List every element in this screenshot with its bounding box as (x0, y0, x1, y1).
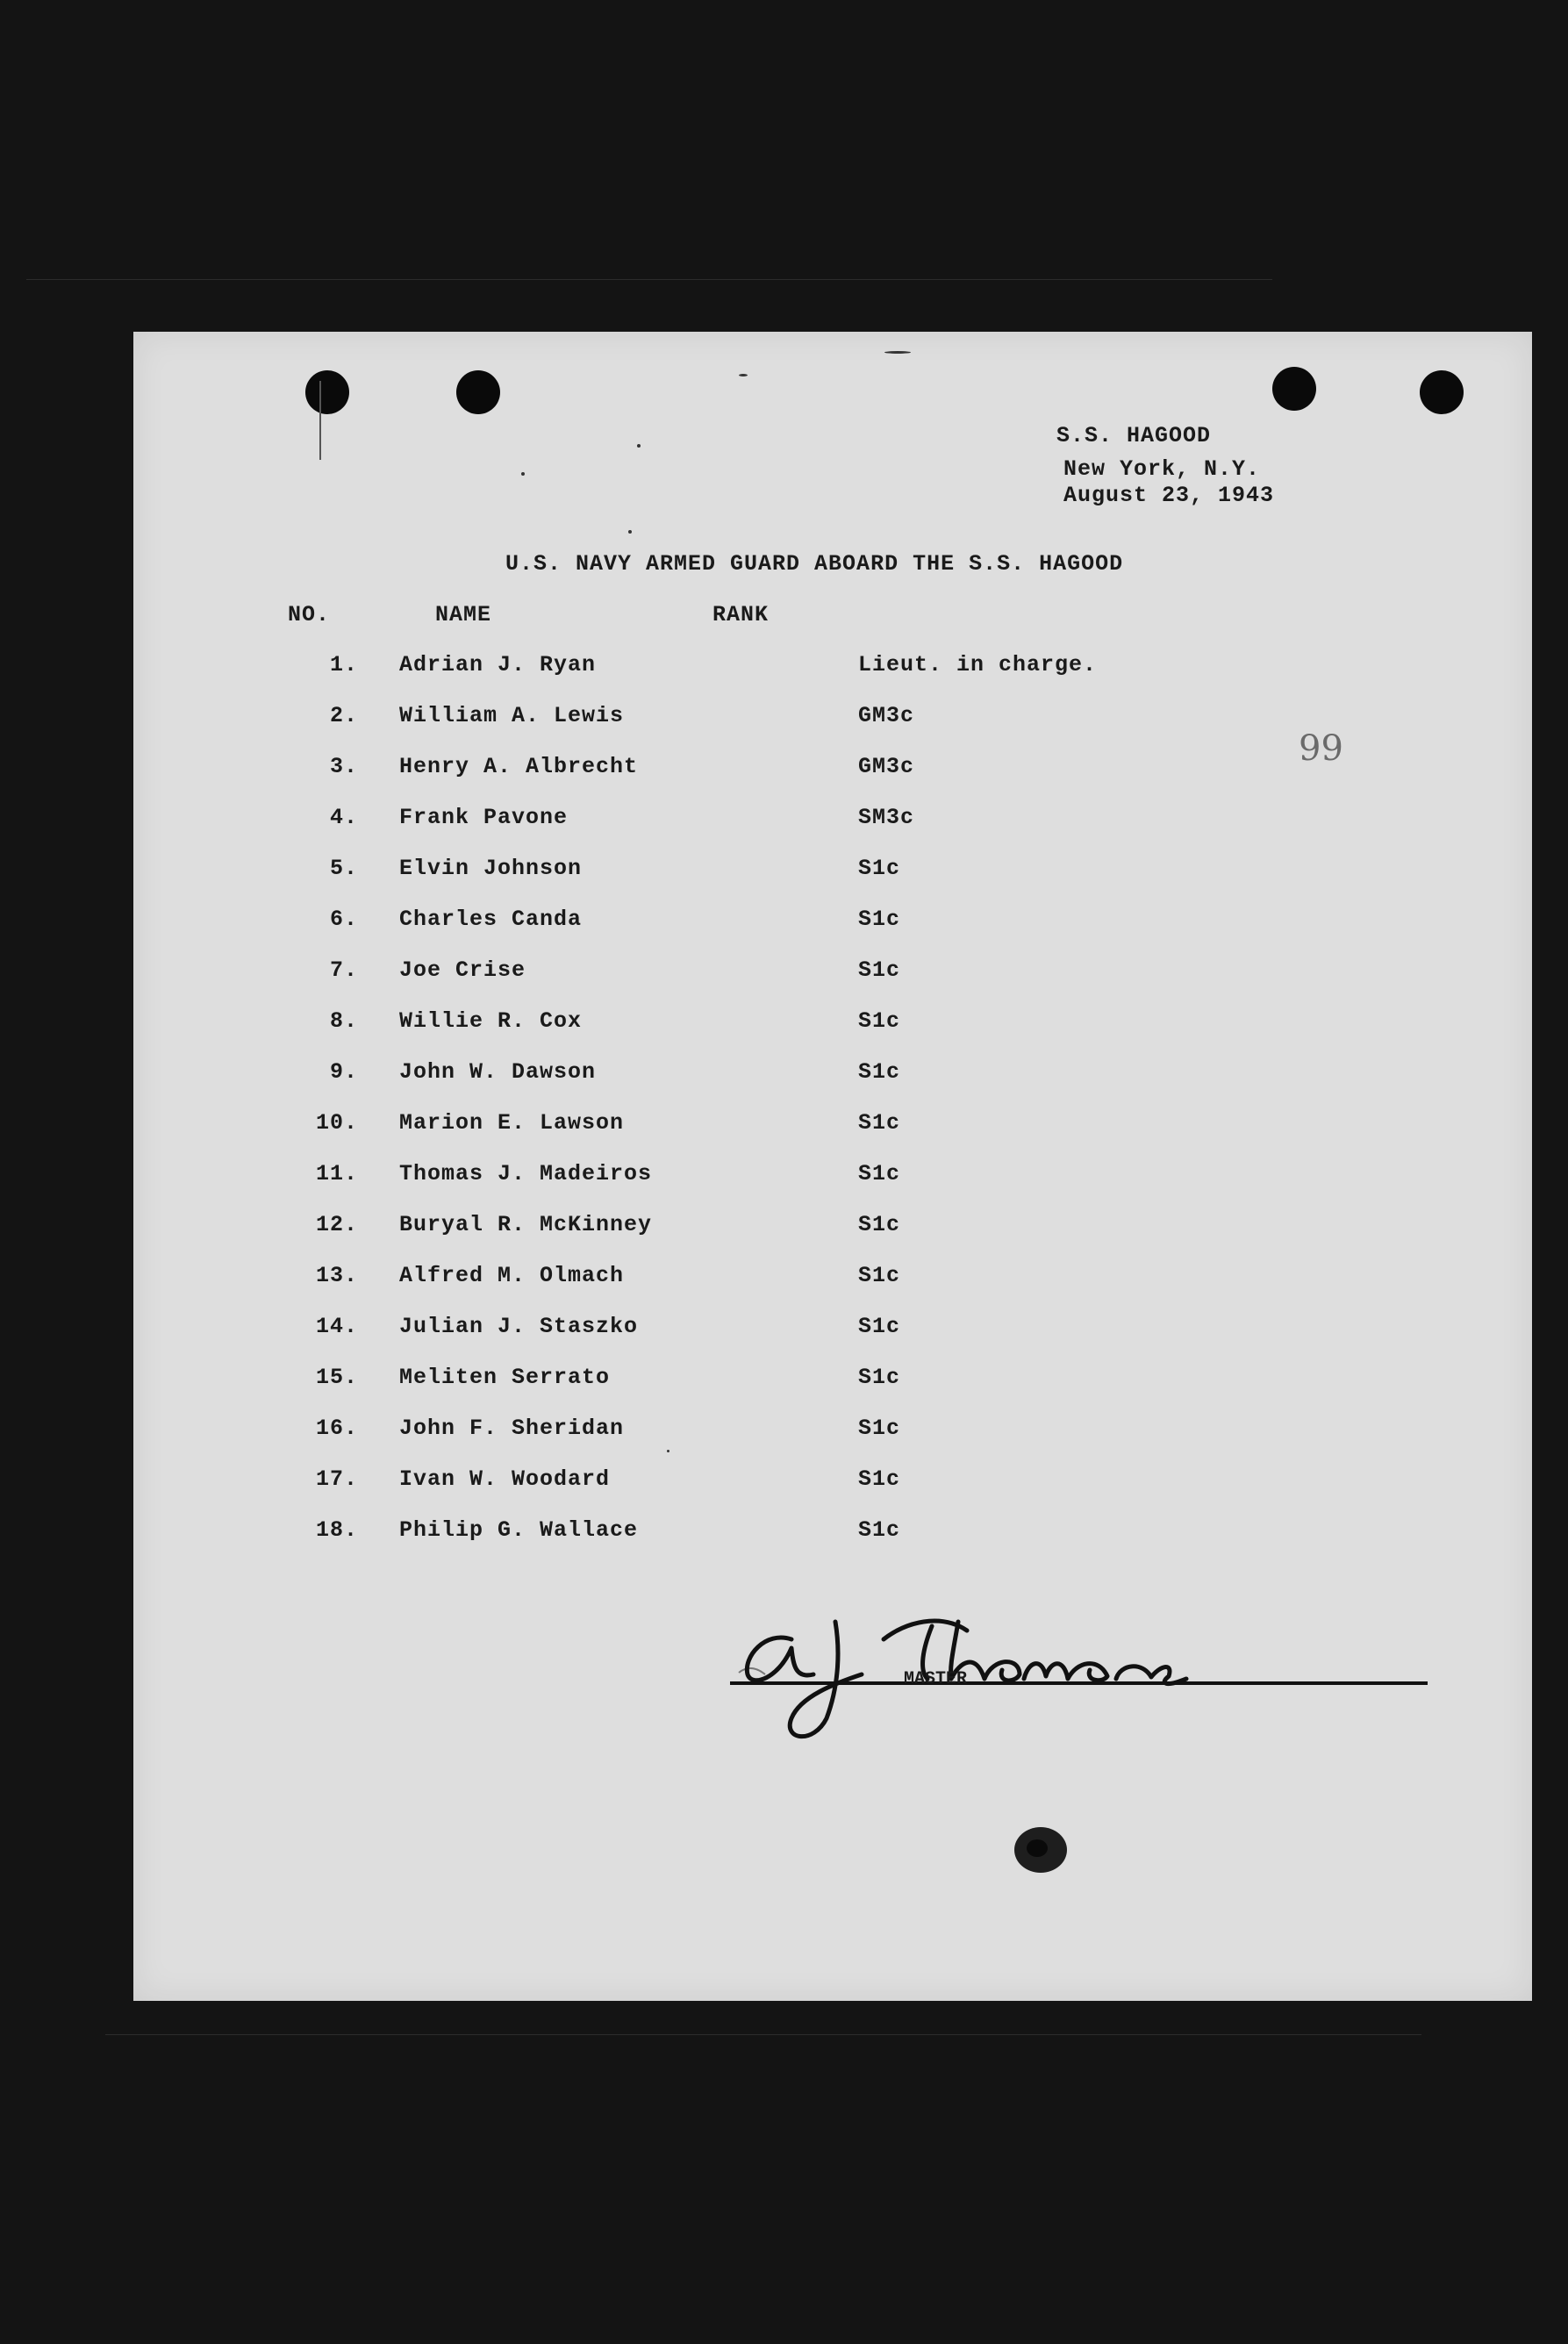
dust-speck (628, 530, 632, 534)
dust-speck (637, 444, 641, 448)
crew-name: John W. Dawson (399, 1059, 597, 1085)
page-number-stamp: 99 (1299, 728, 1343, 769)
column-header-no: NO. (288, 602, 331, 627)
crew-number: 16. (315, 1416, 358, 1441)
punch-hole (1272, 367, 1316, 411)
table-row (281, 1517, 1158, 1547)
dust-speck (739, 374, 748, 376)
scan-artifact-line (105, 2034, 1421, 2035)
crew-rank: S1c (858, 1365, 901, 1390)
crew-number: 4. (329, 805, 358, 830)
crew-number: 17. (315, 1466, 358, 1492)
crew-name: Ivan W. Woodard (399, 1466, 611, 1492)
crew-number: 7. (329, 957, 358, 983)
crew-number: 1. (329, 652, 358, 677)
scan-artifact-line (26, 279, 1272, 280)
crew-name: Marion E. Lawson (399, 1110, 625, 1136)
table-row (281, 907, 1158, 936)
dust-speck (521, 472, 525, 476)
crew-name: Willie R. Cox (399, 1008, 583, 1034)
table-row (281, 703, 1158, 733)
crew-number: 11. (315, 1161, 358, 1186)
table-row (281, 1314, 1158, 1344)
crew-number: 3. (329, 754, 358, 779)
punch-hole (456, 370, 500, 414)
table-row (281, 856, 1158, 885)
crew-number: 15. (315, 1365, 358, 1390)
crew-rank: S1c (858, 1059, 901, 1085)
column-header-name: NAME (435, 602, 492, 627)
dust-speck (319, 381, 321, 460)
crew-rank: S1c (858, 1263, 901, 1288)
crew-rank: S1c (858, 1314, 901, 1339)
signature-role: MASTER (904, 1669, 968, 1689)
crew-name: Frank Pavone (399, 805, 569, 830)
crew-number: 13. (315, 1263, 358, 1288)
crew-rank: S1c (858, 1517, 901, 1543)
document-sheet (133, 332, 1532, 2001)
crew-rank: GM3c (858, 703, 915, 728)
crew-name: Alfred M. Olmach (399, 1263, 625, 1288)
table-row (281, 1059, 1158, 1089)
punch-hole (1420, 370, 1464, 414)
crew-rank: S1c (858, 957, 901, 983)
document-title: U.S. NAVY ARMED GUARD ABOARD THE S.S. HAGOOD (505, 551, 1124, 577)
master-signature (730, 1595, 1432, 1753)
table-row (281, 1212, 1158, 1242)
crew-rank: S1c (858, 1110, 901, 1136)
document-date: August 23, 1943 (1063, 483, 1275, 508)
crew-rank: S1c (858, 856, 901, 881)
crew-number: 12. (315, 1212, 358, 1237)
crew-name: Henry A. Albrecht (399, 754, 639, 779)
crew-name: Elvin Johnson (399, 856, 583, 881)
crew-rank: Lieut. in charge. (858, 652, 1098, 677)
crew-name: Adrian J. Ryan (399, 652, 597, 677)
crew-rank: S1c (858, 1466, 901, 1492)
table-row (281, 1365, 1158, 1394)
table-row (281, 1466, 1158, 1496)
table-row (281, 1263, 1158, 1293)
crew-name: Buryal R. McKinney (399, 1212, 653, 1237)
crew-rank: S1c (858, 1008, 901, 1034)
table-row (281, 1110, 1158, 1140)
table-row (281, 1008, 1158, 1038)
crew-number: 18. (315, 1517, 358, 1543)
crew-rank: S1c (858, 1161, 901, 1186)
table-row (281, 754, 1158, 784)
location: New York, N.Y. (1063, 456, 1261, 482)
crew-number: 6. (329, 907, 358, 932)
crew-number: 2. (329, 703, 358, 728)
crew-rank: SM3c (858, 805, 915, 830)
crew-name: John F. Sheridan (399, 1416, 625, 1441)
dust-speck (884, 351, 911, 354)
dust-speck (667, 1450, 669, 1452)
table-row (281, 1416, 1158, 1445)
crew-rank: S1c (858, 1416, 901, 1441)
crew-number: 9. (329, 1059, 358, 1085)
crew-number: 5. (329, 856, 358, 881)
table-row (281, 957, 1158, 987)
crew-number: 8. (329, 1008, 358, 1034)
crew-name: Philip G. Wallace (399, 1517, 639, 1543)
table-row (281, 1161, 1158, 1191)
crew-name: Charles Canda (399, 907, 583, 932)
column-header-rank: RANK (712, 602, 770, 627)
crew-name: Julian J. Staszko (399, 1314, 639, 1339)
crew-number: 14. (315, 1314, 358, 1339)
ink-stain (1011, 1824, 1070, 1876)
crew-number: 10. (315, 1110, 358, 1136)
punch-hole (305, 370, 349, 414)
crew-rank: S1c (858, 1212, 901, 1237)
ship-name: S.S. HAGOOD (1056, 423, 1212, 448)
crew-rank: GM3c (858, 754, 915, 779)
table-row (281, 805, 1158, 835)
table-row (281, 652, 1158, 682)
crew-name: Joe Crise (399, 957, 526, 983)
crew-name: Thomas J. Madeiros (399, 1161, 653, 1186)
crew-name: William A. Lewis (399, 703, 625, 728)
crew-rank: S1c (858, 907, 901, 932)
crew-name: Meliten Serrato (399, 1365, 611, 1390)
